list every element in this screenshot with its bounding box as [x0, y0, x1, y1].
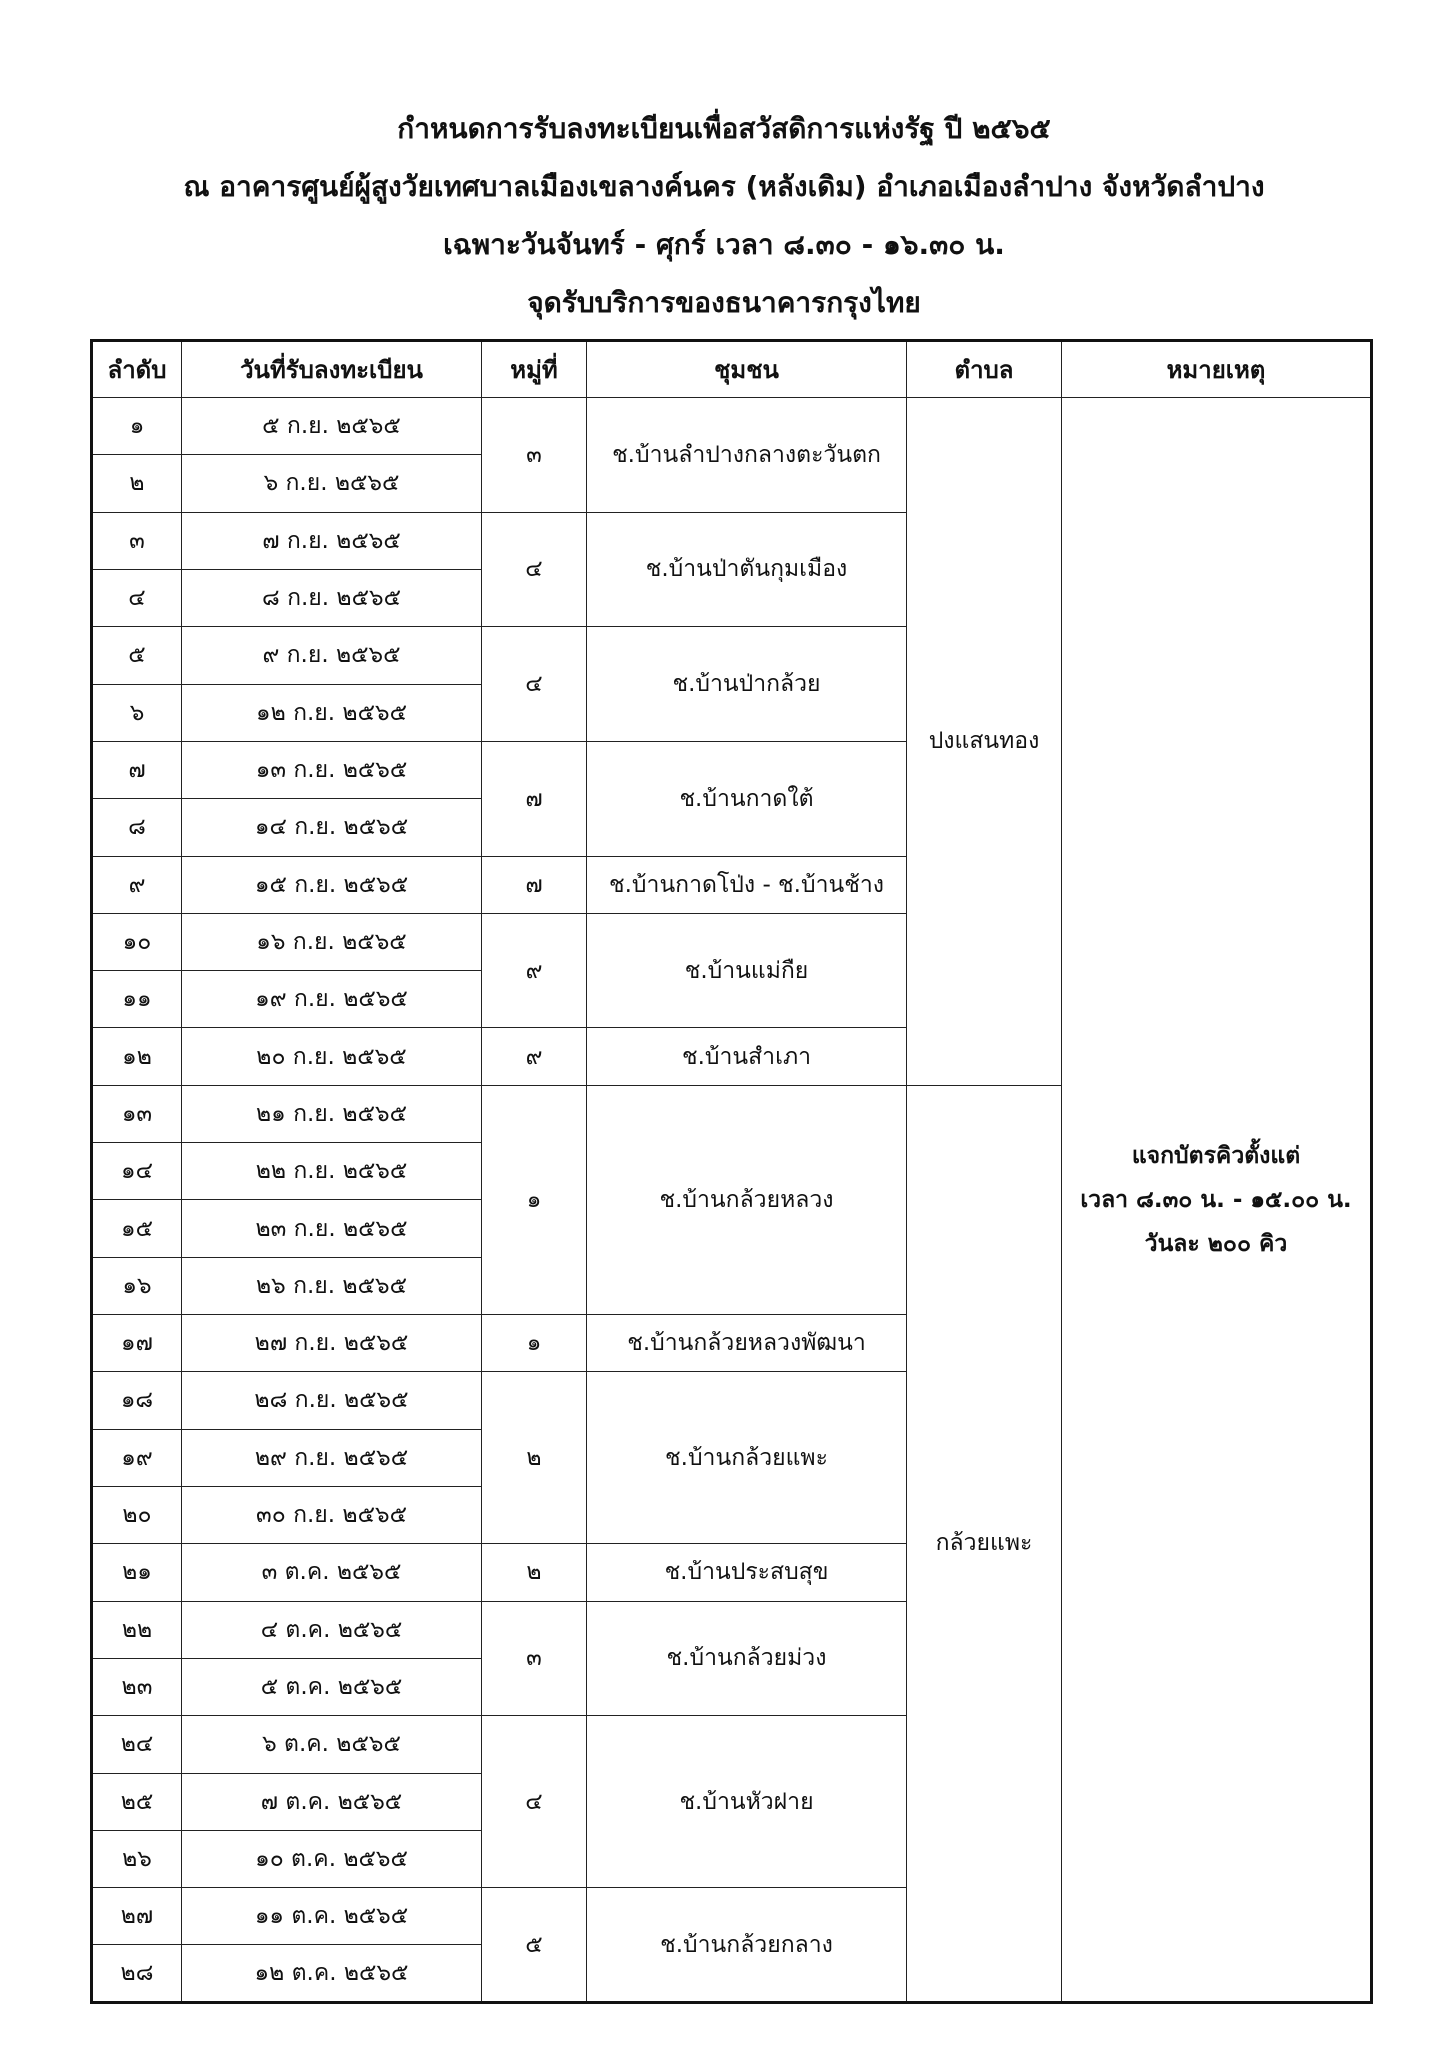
row-number: ๒๓: [92, 1658, 182, 1715]
col-header-date: วันที่รับลงทะเบียน: [182, 341, 482, 398]
registration-date: ๑๔ ก.ย. ๒๕๖๕: [182, 799, 482, 856]
row-number: ๒๘: [92, 1945, 182, 2003]
subdistrict-name: ปงแสนทอง: [907, 398, 1062, 1086]
col-header-note: หมายเหตุ: [1062, 341, 1372, 398]
title-line-4: จุดรับบริการของธนาคารกรุงไทย: [527, 286, 921, 319]
row-number: ๖: [92, 684, 182, 741]
moo-number: ๕: [482, 1888, 587, 2003]
row-number: ๑๑: [92, 971, 182, 1028]
community-name: ช.บ้านกล้วยหลวงพัฒนา: [587, 1315, 907, 1372]
community-name: ช.บ้านกล้วยหลวง: [587, 1085, 907, 1314]
registration-date: ๗ ต.ค. ๒๕๖๕: [182, 1773, 482, 1830]
registration-date: ๑๖ ก.ย. ๒๕๖๕: [182, 913, 482, 970]
row-number: ๒๖: [92, 1830, 182, 1887]
registration-date: ๓๐ ก.ย. ๒๕๖๕: [182, 1486, 482, 1543]
row-number: ๑๙: [92, 1429, 182, 1486]
row-number: ๒๔: [92, 1716, 182, 1773]
registration-date: ๖ ต.ค. ๒๕๖๕: [182, 1716, 482, 1773]
row-number: ๓: [92, 512, 182, 569]
community-name: ช.บ้านแม่กืย: [587, 913, 907, 1028]
moo-number: ๓: [482, 1601, 587, 1716]
moo-number: ๙: [482, 1028, 587, 1085]
row-number: ๑๕: [92, 1200, 182, 1257]
registration-date: ๖ ก.ย. ๒๕๖๕: [182, 455, 482, 512]
registration-date: ๔ ต.ค. ๒๕๖๕: [182, 1601, 482, 1658]
col-header-no: ลำดับ: [92, 341, 182, 398]
registration-date: ๑๓ ก.ย. ๒๕๖๕: [182, 741, 482, 798]
row-number: ๑๖: [92, 1257, 182, 1314]
row-number: ๑๗: [92, 1315, 182, 1372]
community-name: ช.บ้านลำปางกลางตะวันตก: [587, 398, 907, 513]
registration-date: ๒๙ ก.ย. ๒๕๖๕: [182, 1429, 482, 1486]
remark-line3: วันละ ๒๐๐ คิว: [1144, 1230, 1288, 1257]
community-name: ช.บ้านประสบสุข: [587, 1544, 907, 1601]
table-body: [92, 398, 1372, 2003]
community-name: ช.บ้านกาดโป่ง - ช.บ้านช้าง: [587, 856, 907, 913]
registration-date: ๓ ต.ค. ๒๕๖๕: [182, 1544, 482, 1601]
row-number: ๒๒: [92, 1601, 182, 1658]
community-name: ช.บ้านป่ากล้วย: [587, 627, 907, 742]
registration-date: ๑๙ ก.ย. ๒๕๖๕: [182, 971, 482, 1028]
moo-number: ๔: [482, 512, 587, 627]
subdistrict-name: กล้วยแพะ: [907, 1085, 1062, 2002]
community-name: ช.บ้านกาดใต้: [587, 741, 907, 856]
row-number: ๒๐: [92, 1486, 182, 1543]
remark-line2: เวลา ๘.๓๐ น. - ๑๕.๐๐ น.: [1080, 1186, 1352, 1213]
registration-date: ๑๒ ก.ย. ๒๕๖๕: [182, 684, 482, 741]
row-number: ๑๔: [92, 1143, 182, 1200]
community-name: ช.บ้านป่าตันกุมเมือง: [587, 512, 907, 627]
registration-date: ๑๕ ก.ย. ๒๕๖๕: [182, 856, 482, 913]
moo-number: ๗: [482, 741, 587, 856]
title-line-3: เฉพาะวันจันทร์ - ศุกร์ เวลา ๘.๓๐ - ๑๖.๓๐ น.: [443, 228, 1005, 261]
moo-number: ๒: [482, 1372, 587, 1544]
row-number: ๒๕: [92, 1773, 182, 1830]
registration-date: ๑๒ ต.ค. ๒๕๖๕: [182, 1945, 482, 2003]
registration-date: ๙ ก.ย. ๒๕๖๕: [182, 627, 482, 684]
title-line-1: กำหนดการรับลงทะเบียนเพื่อสวัสดิการแห่งรัฐ ปี ๒๕๖๕: [397, 112, 1051, 145]
moo-number: ๒: [482, 1544, 587, 1601]
col-header-subdistrict: ตำบล: [907, 341, 1062, 398]
row-number: ๑๘: [92, 1372, 182, 1429]
moo-number: ๓: [482, 398, 587, 513]
row-number: ๑๓: [92, 1085, 182, 1142]
moo-number: ๔: [482, 627, 587, 742]
registration-date: ๒๘ ก.ย. ๒๕๖๕: [182, 1372, 482, 1429]
title-line-2: ณ อาคารศูนย์ผู้สูงวัยเทศบาลเมืองเขลางค์นคร (หลังเดิม) อำเภอเมืองลำปาง จังหวัดลำปาง: [183, 170, 1265, 203]
row-number: ๑๒: [92, 1028, 182, 1085]
col-header-community: ชุมชน: [587, 341, 907, 398]
moo-number: ๑: [482, 1085, 587, 1314]
community-name: ช.บ้านหัวฝาย: [587, 1716, 907, 1888]
registration-date: ๗ ก.ย. ๒๕๖๕: [182, 512, 482, 569]
registration-date: ๒๖ ก.ย. ๒๕๖๕: [182, 1257, 482, 1314]
registration-date: ๕ ก.ย. ๒๕๖๕: [182, 398, 482, 455]
registration-date: ๑๑ ต.ค. ๒๕๖๕: [182, 1888, 482, 1945]
registration-date: ๒๒ ก.ย. ๒๕๖๕: [182, 1143, 482, 1200]
moo-number: ๗: [482, 856, 587, 913]
row-number: ๒๑: [92, 1544, 182, 1601]
row-number: ๒๗: [92, 1888, 182, 1945]
document-header: [0, 100, 1448, 332]
registration-date: ๒๑ ก.ย. ๒๕๖๕: [182, 1085, 482, 1142]
registration-date: ๒๓ ก.ย. ๒๕๖๕: [182, 1200, 482, 1257]
table-header-row: [92, 341, 1372, 398]
row-number: ๑: [92, 398, 182, 455]
row-number: ๘: [92, 799, 182, 856]
row-number: ๗: [92, 741, 182, 798]
col-header-moo: หมู่ที่: [482, 341, 587, 398]
registration-date: ๑๐ ต.ค. ๒๕๖๕: [182, 1830, 482, 1887]
row-number: ๒: [92, 455, 182, 512]
community-name: ช.บ้านกล้วยแพะ: [587, 1372, 907, 1544]
registration-date: ๒๐ ก.ย. ๒๕๖๕: [182, 1028, 482, 1085]
remark-line1: แจกบัตรคิวตั้งแต่: [1131, 1142, 1301, 1169]
community-name: ช.บ้านกล้วยกลาง: [587, 1888, 907, 2003]
community-name: ช.บ้านกล้วยม่วง: [587, 1601, 907, 1716]
table-row: [92, 398, 1372, 455]
row-number: ๔: [92, 569, 182, 626]
row-number: ๕: [92, 627, 182, 684]
registration-date: ๒๗ ก.ย. ๒๕๖๕: [182, 1315, 482, 1372]
moo-number: ๔: [482, 1716, 587, 1888]
registration-schedule-table: [90, 339, 1373, 2004]
moo-number: ๑: [482, 1315, 587, 1372]
community-name: ช.บ้านสำเภา: [587, 1028, 907, 1085]
row-number: ๑๐: [92, 913, 182, 970]
registration-date: ๘ ก.ย. ๒๕๖๕: [182, 569, 482, 626]
registration-date: ๕ ต.ค. ๒๕๖๕: [182, 1658, 482, 1715]
remark-cell: [1062, 398, 1372, 2003]
moo-number: ๙: [482, 913, 587, 1028]
row-number: ๙: [92, 856, 182, 913]
